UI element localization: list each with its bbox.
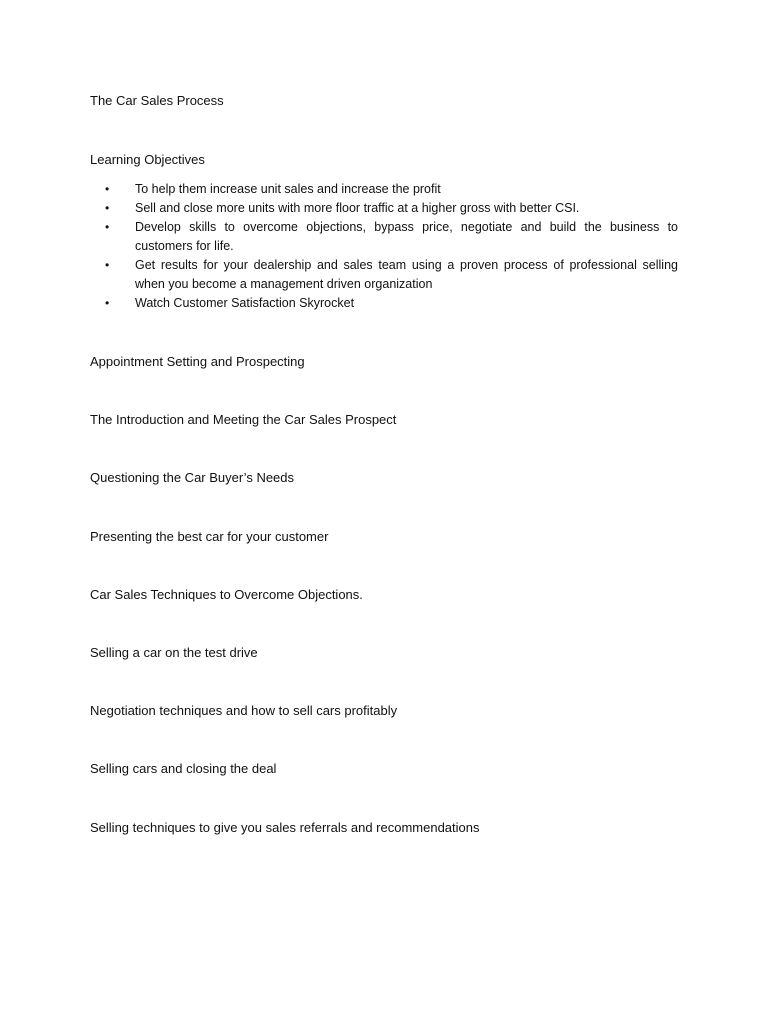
bullet-icon: • [105, 201, 110, 215]
bullet-icon: • [105, 258, 110, 272]
objective-text: To help them increase unit sales and increase the profit [135, 182, 441, 196]
bullet-icon: • [105, 220, 110, 234]
section-heading: Car Sales Techniques to Overcome Objections. [90, 586, 363, 602]
section-heading: Appointment Setting and Prospecting [90, 354, 305, 369]
objective-item [90, 256, 678, 294]
learning-objectives-list [90, 180, 678, 313]
section-heading: Questioning the Car Buyer’s Needs [90, 470, 295, 486]
section-heading: Negotiation techniques and how to sell cars profitably [90, 703, 398, 719]
objective-text: Watch Customer Satisfaction Skyrocket [135, 296, 355, 310]
section-heading: The Introduction and Meeting the Car Sales Prospect [90, 412, 397, 428]
section-heading: Selling techniques to give you sales referrals and recommendations [90, 819, 480, 835]
objective-item [90, 294, 678, 313]
section-heading: Selling cars and closing the deal [90, 761, 277, 777]
learning-objectives-heading: Learning Objectives [90, 152, 205, 167]
bullet-icon: • [105, 296, 110, 310]
objective-text: Develop skills to overcome objections, bypass price, negotiate and build the business to customers for life. [135, 220, 678, 253]
section-heading: Presenting the best car for your customer [90, 528, 329, 544]
bullet-icon: • [105, 182, 110, 196]
section-headings-list [90, 353, 480, 877]
objective-item [90, 218, 678, 256]
document-title: The Car Sales Process [90, 93, 224, 108]
objective-item [90, 180, 678, 199]
section-heading: Selling a car on the test drive [90, 644, 258, 660]
objective-text: Sell and close more units with more floor traffic at a higher gross with better CSI. [135, 201, 580, 215]
objective-text: Get results for your dealership and sales team using a proven process of professional selling when you become a management driven organization [135, 258, 678, 291]
objective-item [90, 199, 678, 218]
